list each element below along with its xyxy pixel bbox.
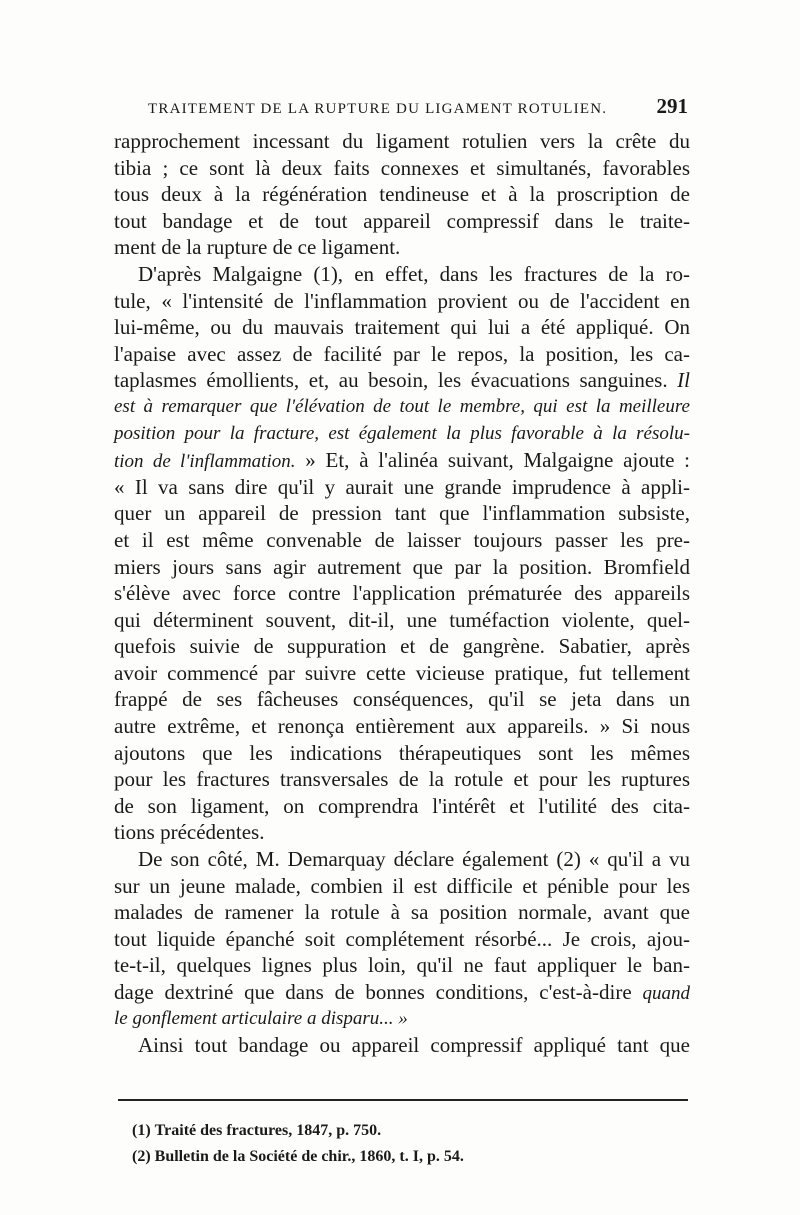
footnote-divider: [118, 1099, 688, 1101]
text-line: malades de ramener la rotule à sa position normale, avant que: [114, 900, 690, 925]
italic-segment: quand: [642, 983, 690, 1004]
text-line: tibia ; ce sont là deux faits connexes et simultanés, favorables: [114, 155, 690, 180]
text-line: pour les fractures transversales de la rotule et pour les ruptures: [114, 767, 690, 792]
page-number: 291: [656, 94, 688, 118]
body-text: [114, 128, 690, 1059]
italic-quote-line: est à remarquer que l'élévation de tout le membre, qui est la meilleure: [114, 395, 690, 417]
text-line: tions précédentes.: [114, 820, 265, 845]
text-line: avoir commencé par suivre cette vicieuse pratique, fut tellement: [114, 660, 690, 685]
running-head: [148, 94, 688, 124]
text-line: te-t-il, quelques lignes plus loin, qu'il ne faut appliquer le ban-: [114, 953, 690, 978]
text-line: l'apaise avec assez de facilité par le repos, la position, les ca-: [114, 341, 690, 366]
text-line: [114, 979, 690, 1006]
text-line: lui-même, ou du mauvais traitement qui lui a été appliqué. On: [114, 315, 690, 340]
paragraph-start-line: D'après Malgaigne (1), en effet, dans les fractures de la ro-: [138, 261, 690, 286]
text-line: de son ligament, on comprendra l'intérêt et l'utilité des cita-: [114, 793, 690, 818]
paragraph-start-line: De son côté, M. Demarquay déclare également (2) « qu'il a vu: [138, 847, 690, 872]
text-line: quefois suivie de suppuration et de gangrène. Sabatier, après: [114, 634, 690, 659]
text-segment: » Et, à l'alinéa suivant, Malgaigne ajoute :: [295, 448, 690, 473]
footnote-marker: (2): [132, 1148, 151, 1165]
text-line: tout liquide épanché soit complétement résorbé... Je crois, ajou-: [114, 926, 690, 951]
text-line: sur un jeune malade, combien il est difficile et pénible pour les: [114, 873, 690, 898]
italic-segment: tion de l'inflammation.: [114, 451, 296, 473]
text-line: autre extrême, et renonça entièrement aux appareils. » Si nous: [114, 714, 690, 739]
italic-quote-line: le gonflement articulaire a disparu... »: [114, 1007, 408, 1029]
footnote-text: Traité des fractures, 1847, p. 750.: [154, 1122, 382, 1139]
footnotes: [132, 1118, 672, 1170]
text-line: frappé de ses fâcheuses conséquences, qu'il se jeta dans un: [114, 687, 690, 712]
text-line: « Il va sans dire qu'il y aurait une grande imprudence à appli-: [114, 474, 690, 499]
text-line: s'élève avec force contre l'application prématurée des appareils: [114, 581, 690, 606]
text-line: et il est même convenable de laisser toujours passer les pre-: [114, 527, 690, 552]
text-line: [114, 367, 690, 394]
footnote-1: [132, 1118, 672, 1144]
text-segment: dage dextriné que dans de bonnes conditions, c'est-à-dire: [114, 980, 643, 1004]
italic-quote-line: position pour la fracture, est également la plus favorable à la résolu-: [114, 422, 690, 444]
text-line: ment de la rupture de ce ligament.: [114, 235, 401, 260]
italic-segment: Il: [677, 368, 690, 393]
footnote-marker: (1): [132, 1122, 151, 1139]
text-line: rapprochement incessant du ligament rotulien vers la crête du: [114, 129, 690, 153]
text-line: ajoutons que les indications thérapeutiques sont les mêmes: [114, 740, 690, 765]
text-line: tout bandage et de tout appareil compressif dans le traite-: [114, 208, 690, 233]
running-title: TRAITEMENT DE LA RUPTURE DU LIGAMENT ROTULIEN.: [148, 101, 608, 117]
text-line: qui déterminent souvent, dit-il, une tuméfaction violente, quel-: [114, 607, 690, 632]
footnote-text: Bulletin de la Société de chir., 1860, t. I, p. 54.: [154, 1148, 464, 1165]
text-segment: taplasmes émollients, et, au besoin, les évacuations sanguines.: [114, 368, 678, 393]
text-line: tule, « l'intensité de l'inflammation provient ou de l'accident en: [114, 288, 690, 313]
text-line: quer un appareil de pression tant que l'inflammation subsiste,: [114, 501, 690, 526]
footnote-2: [132, 1144, 672, 1170]
text-line: [114, 447, 690, 474]
paragraph-start-line: Ainsi tout bandage ou appareil compressif appliqué tant que: [138, 1033, 690, 1058]
text-line: tous deux à la régénération tendineuse et à la proscription de: [114, 182, 690, 207]
text-line: miers jours sans agir autrement que par la position. Bromfield: [114, 554, 690, 579]
